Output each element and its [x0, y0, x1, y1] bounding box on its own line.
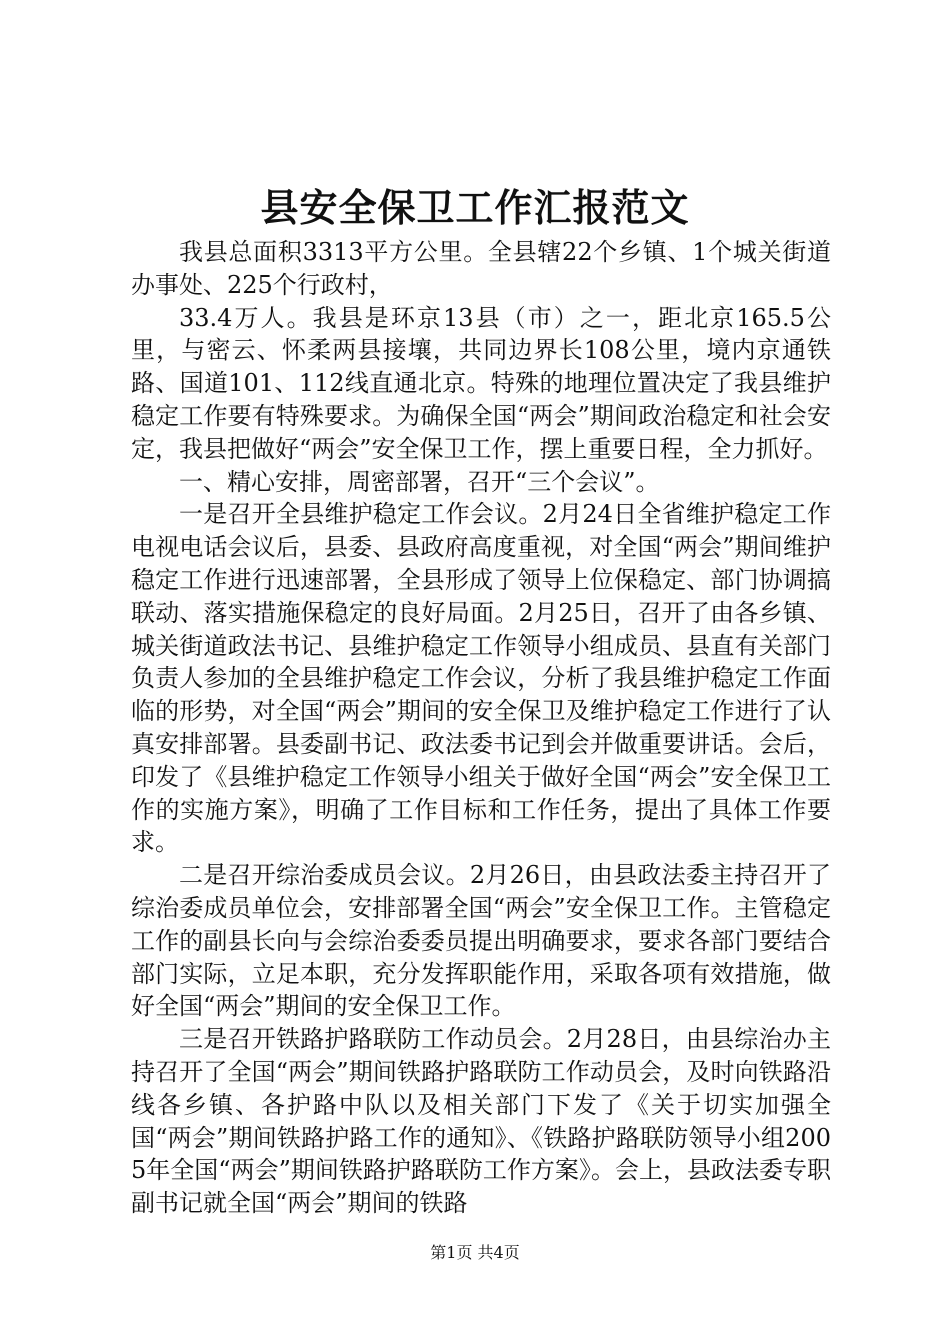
- paragraph-location: 33.4万人。我县是环京13县（市）之一，距北京165.5公里，与密云、怀柔两县接壤，共同边界长108公里，境内京通铁路、国道101、112线直通北京。特殊的地理位置决定了我县维护稳定工作要有特殊要求。为确保全国“两会”期间政治稳定和社会安定，我县把做好“两会”安全保卫工作，摆上重要日程，全力抓好。: [131, 303, 831, 463]
- paragraph-meeting-2: 二是召开综治委成员会议。2月26日，由县政法委主持召开了综治委成员单位会，安排部署全国“两会”安全保卫工作。主管稳定工作的副县长向与会综治委委员提出明确要求，要求各部门要结合部门实际，立足本职，充分发挥职能作用，采取各项有效措施，做好全国“两会”期间的安全保卫工作。: [131, 861, 831, 1021]
- paragraph-meeting-1: 一是召开全县维护稳定工作会议。2月24日全省维护稳定工作电视电话会议后，县委、县政府高度重视，对全国“两会”期间维护稳定工作进行迅速部署，全县形成了领导上位保稳定、部门协调搞联动、落实措施保稳定的良好局面。2月25日，召开了由各乡镇、城关街道政法书记、县维护稳定工作领导小组成员、县直有关部门负责人参加的全县维护稳定工作会议，分析了我县维护稳定工作面临的形势，对全国“两会”期间的安全保卫及维护稳定工作进行了认真安排部署。县委副书记、政法委书记到会并做重要讲话。会后，印发了《县维护稳定工作领导小组关于做好全国“两会”安全保卫工作的实施方案》，明确了工作目标和工作任务，提出了具体工作要求。: [131, 500, 831, 857]
- document-title: 县安全保卫工作汇报范文: [260, 185, 690, 230]
- paragraph-intro: 我县总面积3313平方公里。全县辖22个乡镇、1个城关街道办事处、225个行政村，: [131, 238, 831, 299]
- paragraph-meeting-3: 三是召开铁路护路联防工作动员会。2月28日，由县综治办主持召开了全国“两会”期间铁路护路联防工作动员会，及时向铁路沿线各乡镇、各护路中队以及相关部门下发了《关于切实加强全国“两会”期间铁路护路工作的通知》、《铁路护路联防领导小组2005年全国“两会”期间铁路护路联防工作方案》。会上，县政法委专职副书记就全国“两会”期间的铁路: [131, 1025, 831, 1218]
- section-heading-1: 一、精心安排，周密部署，召开“三个会议”。: [179, 467, 660, 496]
- document-body: [131, 236, 831, 1220]
- page-footer: 第1页 共4页: [430, 1243, 520, 1262]
